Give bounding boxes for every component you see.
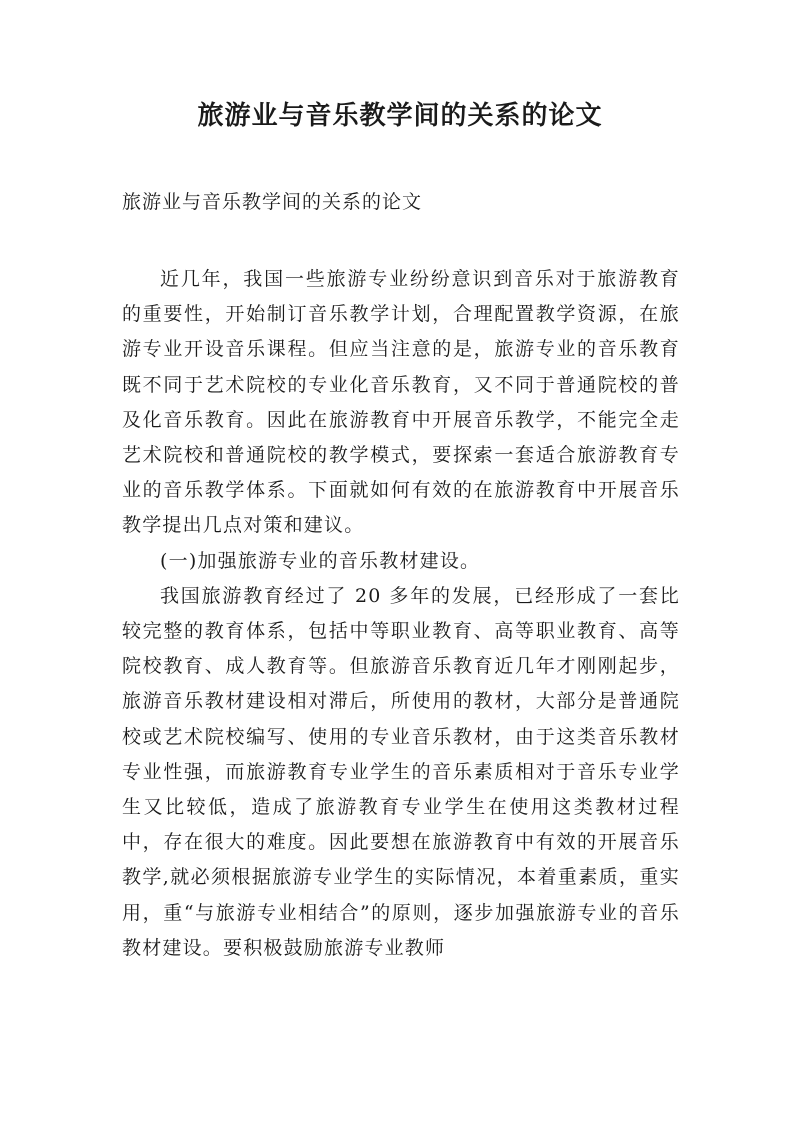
document-body [122,262,680,966]
paragraph-intro: 近几年，我国一些旅游专业纷纷意识到音乐对于旅游教育的重要性，开始制订音乐教学计划，合理配置教学资源，在旅游专业开设音乐课程。但应当注意的是，旅游专业的音乐教育既不同于艺术院校的专业化音乐教育，又不同于普通院校的普及化音乐教育。因此在旅游教育中开展音乐教学，不能完全走艺术院校和普通院校的教学模式，要探索一套适合旅游教育专业的音乐教学体系。下面就如何有效的在旅游教育中开展音乐教学提出几点对策和建议。 [122,268,680,537]
section-heading-1: (一)加强旅游专业的音乐教材建设。 [160,549,481,572]
paragraph-section-1: 我国旅游教育经过了 20 多年的发展，已经形成了一套比较完整的教育体系，包括中等职业教育、高等职业教育、高等院校教育、成人教育等。但旅游音乐教育近几年才刚刚起步，旅游音乐教材建设相对滞后，所使用的教材，大部分是普通院校或艺术院校编写、使用的专业音乐教材，由于这类音乐教材专业性强，而旅游教育专业学生的音乐素质相对于音乐专业学生又比较低，造成了旅游教育专业学生在使用这类教材过程中，存在很大的难度。因此要想在旅游教育中有效的开展音乐教学,就必须根据旅游专业学生的实际情况，本着重素质，重实用，重“与旅游专业相结合”的原则，逐步加强旅游专业的音乐教材建设。要积极鼓励旅游专业教师 [122,584,680,959]
document-title: 旅游业与音乐教学间的关系的论文 [197,101,603,131]
document-subtitle: 旅游业与音乐教学间的关系的论文 [122,191,423,213]
